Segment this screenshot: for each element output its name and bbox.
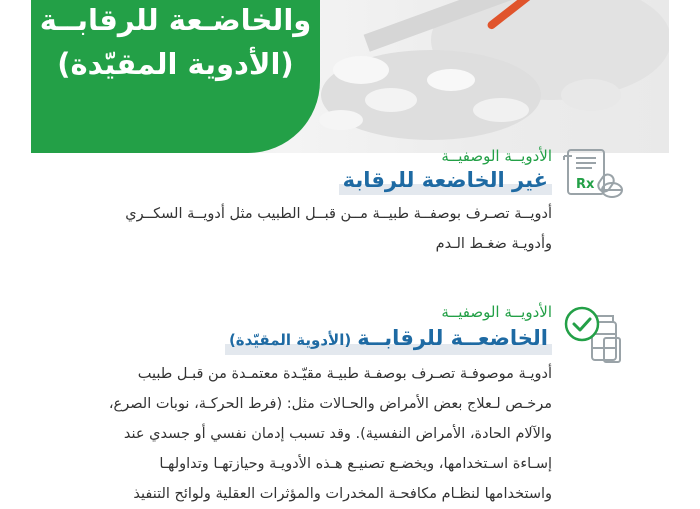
section2-body-line: إسـاءة اسـتخدامها، ويخضـع تصنيـع هـذه الأدويـة وحيازتهـا وتداولهـا [159, 456, 552, 472]
rx-prescription-icon [562, 148, 624, 200]
section2-body-line: أدويـة موصوفـة تصـرف بوصفـة طبيـة مقيّـدة معتمـدة من قبـل طبيب [137, 366, 552, 382]
section2-body-line: واستخدامها لنظـام مكافحـة المخدرات والمؤثرات العقلية ولوائح التنفيذ [133, 486, 552, 502]
section2-headline-paren: (الأدوية المقيّدة) [228, 331, 352, 349]
hero-title-line2: (الأدوية المقيّدة) [57, 47, 294, 81]
section2-body-line: مرخـص لـعلاج بعض الأمراض والحـالات مثل: (فرط الحركـة، نوبات الصرع، [108, 396, 552, 412]
svg-text:Rx: Rx [576, 177, 595, 192]
hero-title-panel [31, 0, 320, 153]
section1-body-line: أدويــة تصـرف بوصفــة طبيــة مــن قبــل الطبيب مثل أدويــة السكــري [125, 206, 552, 222]
hero-banner [31, 0, 669, 153]
hero-title-line1: والخاضـعة للرقابــة [39, 3, 312, 37]
section2-headline [225, 324, 552, 355]
section-non-controlled [72, 146, 552, 259]
section2-body-line: والآلام الحادة، الأمراض النفسية). وقد تسبب إدمان نفسي أو جسدي عند [123, 426, 552, 442]
check-medication-icon [562, 304, 626, 366]
section2-body [72, 359, 552, 509]
section2-headline-text: الخاضعــة للرقابــة [357, 326, 548, 350]
section-controlled [72, 302, 552, 509]
section1-body-line: وأدويـة ضغـط الـدم [435, 236, 552, 252]
section1-headline: غير الخاضعة للرقابة [339, 166, 552, 195]
section1-subtitle: الأدويــة الوصفيــة [441, 147, 552, 165]
section1-body [72, 199, 552, 259]
section2-subtitle: الأدويــة الوصفيــة [441, 303, 552, 321]
